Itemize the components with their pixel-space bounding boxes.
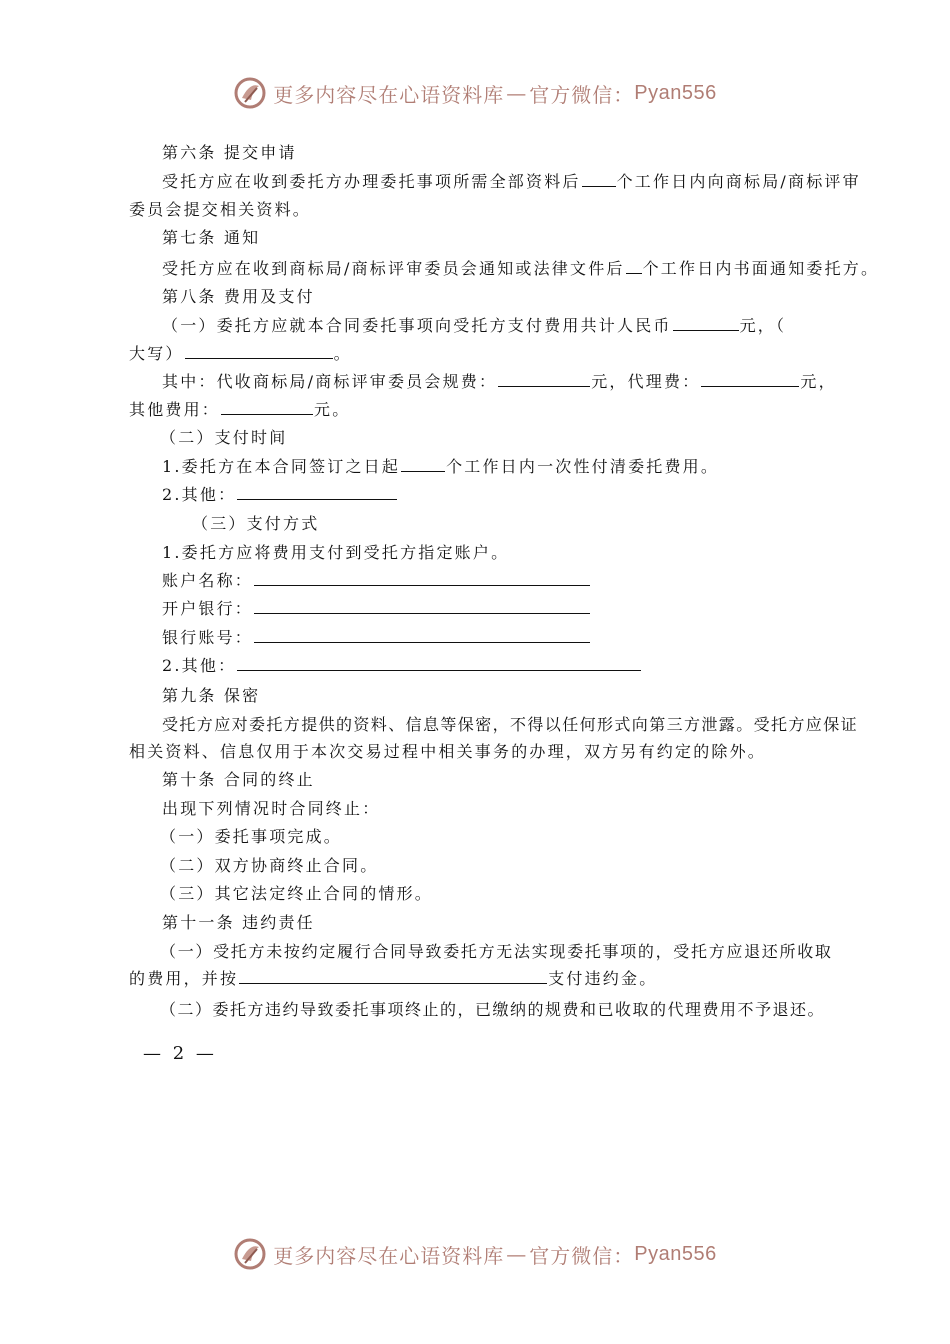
article-8-item-1-line-1 bbox=[162, 315, 786, 337]
banner-text: 更多内容尽在心语资料库 bbox=[273, 1243, 505, 1268]
article-8-item-3-1: 1.委托方应将费用支付到受托方指定账户。 bbox=[162, 543, 510, 562]
text-segment: 的费用，并按 bbox=[129, 969, 239, 988]
banner-wechat-id: Pyan556 bbox=[634, 1242, 717, 1265]
banner-text: 更多内容尽在心语资料库 bbox=[273, 82, 505, 107]
banner-official: 官方微信： bbox=[529, 82, 635, 107]
text-segment: 元，（ bbox=[739, 316, 787, 335]
text-segment: 账户名称： bbox=[162, 571, 254, 590]
article-8-item-2-title: （二）支付时间 bbox=[160, 428, 288, 447]
article-9-paragraph-line-2: 相关资料、信息仅用于本次交易过程中相关事务的办理，双方另有约定的除外。 bbox=[129, 742, 767, 761]
article-6-paragraph-line-2: 委员会提交相关资料。 bbox=[129, 200, 312, 219]
brand-logo-icon bbox=[233, 76, 267, 110]
blank-account-bank bbox=[254, 599, 590, 614]
header-watermark-banner bbox=[0, 73, 950, 113]
article-10-item-1: （一）委托事项完成。 bbox=[160, 827, 343, 846]
article-11-title: 第十一条 违约责任 bbox=[162, 913, 315, 932]
text-segment: 2.其他： bbox=[162, 656, 237, 675]
blank-other bbox=[237, 656, 641, 671]
text-segment: 受托方应在收到商标局/商标评审委员会通知或法律文件后 bbox=[162, 259, 625, 278]
banner-official: 官方微信： bbox=[529, 1243, 635, 1268]
text-segment: 个工作日内向商标局/商标评审 bbox=[616, 172, 861, 191]
text-segment: 元。 bbox=[314, 400, 351, 419]
account-bank-line bbox=[162, 598, 591, 620]
text-segment: 其他费用： bbox=[129, 400, 221, 419]
article-11-item-1-line-1: （一）受托方未按约定履行合同导致委托方无法实现委托事项的，受托方应退还所收取 bbox=[160, 942, 833, 961]
text-segment: 2.其他： bbox=[162, 485, 237, 504]
text-segment: 大写） bbox=[129, 344, 184, 363]
blank-account-number bbox=[254, 628, 590, 643]
article-8-item-3-title: （三）支付方式 bbox=[192, 514, 320, 533]
article-10-intro: 出现下列情况时合同终止： bbox=[162, 799, 381, 818]
text-segment: 受托方应在收到委托方办理委托事项所需全部资料后 bbox=[162, 172, 581, 191]
text-segment: 1.委托方在本合同签订之日起 bbox=[162, 457, 401, 476]
article-7-title: 第七条 通知 bbox=[162, 228, 261, 247]
article-8-fees-line-2 bbox=[129, 399, 350, 421]
blank-agency-fee bbox=[701, 372, 799, 387]
blank-other bbox=[237, 485, 397, 500]
text-segment: 元， bbox=[800, 372, 837, 391]
article-8-item-3-2 bbox=[162, 655, 642, 677]
article-7-paragraph bbox=[162, 258, 879, 280]
banner-dash: — bbox=[506, 81, 528, 105]
banner-wechat-id: Pyan556 bbox=[634, 81, 717, 104]
account-number-line bbox=[162, 627, 591, 649]
article-9-paragraph-line-1: 受托方应对委托方提供的资料、信息等保密，不得以任何形式向第三方泄露。受托方应保证 bbox=[162, 715, 859, 734]
article-9-title: 第九条 保密 bbox=[162, 686, 261, 705]
blank-penalty bbox=[239, 969, 547, 984]
blank-other-fee bbox=[221, 400, 313, 415]
article-8-title: 第八条 费用及支付 bbox=[162, 287, 315, 306]
article-10-title: 第十条 合同的终止 bbox=[162, 770, 315, 789]
text-segment: 个工作日内书面通知委托方。 bbox=[642, 259, 880, 278]
text-segment: 支付违约金。 bbox=[548, 969, 658, 988]
article-6-title: 第六条 提交申请 bbox=[162, 143, 297, 162]
article-10-item-3: （三）其它法定终止合同的情形。 bbox=[160, 884, 434, 903]
banner-dash: — bbox=[506, 1242, 528, 1266]
article-11-item-1-line-2 bbox=[129, 968, 657, 990]
article-10-item-2: （二）双方协商终止合同。 bbox=[160, 856, 379, 875]
article-8-item-2-2 bbox=[162, 484, 398, 506]
text-segment: 其中：代收商标局/商标评审委员会规费： bbox=[162, 372, 498, 391]
text-segment: 开户银行： bbox=[162, 599, 254, 618]
blank-days bbox=[626, 259, 642, 274]
article-8-item-2-1 bbox=[162, 456, 719, 478]
blank-days bbox=[582, 172, 616, 187]
text-segment: 。 bbox=[333, 344, 352, 363]
blank-amount-capital bbox=[185, 344, 333, 359]
blank-account-name bbox=[254, 571, 590, 586]
account-name-line bbox=[162, 570, 591, 592]
text-segment: 银行账号： bbox=[162, 628, 254, 647]
text-segment: 元，代理费： bbox=[591, 372, 701, 391]
article-11-item-2: （二）委托方违约导致委托事项终止的，已缴纳的规费和已收取的代理费用不予退还。 bbox=[160, 1000, 826, 1019]
blank-total-amount bbox=[673, 316, 739, 331]
text-segment: 个工作日内一次性付清委托费用。 bbox=[446, 457, 720, 476]
blank-official-fee bbox=[498, 372, 590, 387]
article-8-item-1-line-2 bbox=[129, 343, 352, 365]
article-6-paragraph-line-1 bbox=[162, 171, 861, 193]
blank-days bbox=[401, 457, 445, 472]
page-number: — 2 — bbox=[143, 1043, 217, 1064]
footer-watermark-banner bbox=[0, 1234, 950, 1274]
article-8-fees-line-1 bbox=[162, 371, 837, 393]
brand-logo-icon bbox=[233, 1237, 267, 1271]
text-segment: （一）委托方应就本合同委托事项向受托方支付费用共计人民币 bbox=[162, 316, 672, 335]
